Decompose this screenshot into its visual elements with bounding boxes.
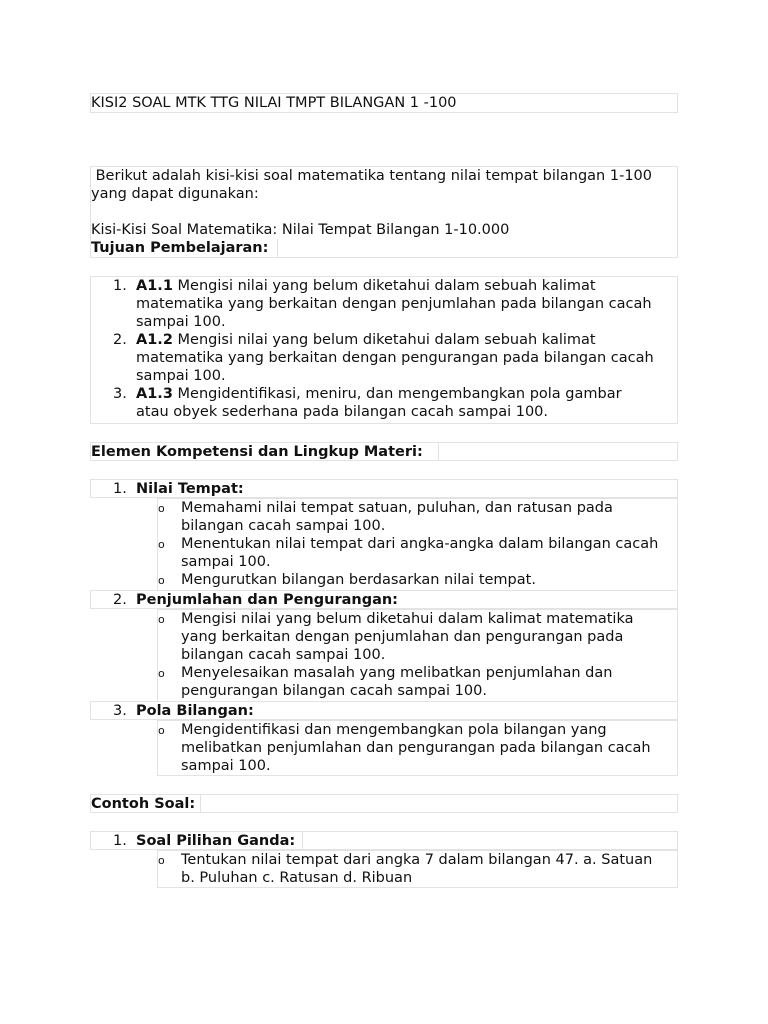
- examples-group-title: 1. Soal Pilihan Ganda:: [90, 831, 678, 850]
- competence-group-bullets: [157, 720, 678, 776]
- examples-heading: Contoh Soal:: [91, 796, 196, 812]
- competence-group-bullets: [157, 609, 678, 702]
- examples-heading-box: [90, 794, 678, 813]
- objectives-list: [90, 276, 678, 424]
- list-item: o Mengurutkan bilangan berdasarkan nilai tempat.: [158, 572, 536, 588]
- competence-heading: Elemen Kompetensi dan Lingkup Materi:: [91, 444, 423, 460]
- objective-code: A1.1: [136, 278, 173, 294]
- intro-subtitle: Kisi-Kisi Soal Matematika: Nilai Tempat Bilangan 1-10.000: [91, 222, 510, 238]
- competence-heading-box: [90, 442, 678, 461]
- intro-line-1: Berikut adalah kisi-kisi soal matematika tentang nilai tempat bilangan 1-100: [91, 168, 652, 184]
- objective-item: 2. A1.2 Mengisi nilai yang belum diketahui dalam sebuah kalimat matematika yang berkaitan dengan pengurangan pada bilangan cacah sampai 100.: [113, 332, 654, 384]
- list-item: o Menentukan nilai tempat dari angka-angka dalam bilangan cacah sampai 100.: [158, 536, 659, 570]
- list-item: o Mengidentifikasi dan mengembangkan pola bilangan yang melibatkan penjumlahan dan pengurangan pada bilangan cacah sampai 100.: [158, 722, 651, 774]
- document-title: KISI2 SOAL MTK TTG NILAI TMPT BILANGAN 1 -100: [91, 95, 457, 111]
- list-item: o Mengisi nilai yang belum diketahui dalam kalimat matematika yang berkaitan dengan penjumlahan dan pengurangan pada bilangan cacah sampai 100.: [158, 611, 634, 663]
- intro-box: [90, 166, 678, 258]
- objective-item: 1. A1.1 Mengisi nilai yang belum diketahui dalam sebuah kalimat matematika yang berkaitan dengan penjumlahan pada bilangan cacah sampai 100.: [113, 278, 652, 330]
- objective-code: A1.3: [136, 386, 173, 402]
- competence-group-title: 1. Nilai Tempat:: [90, 479, 678, 498]
- list-item: o Tentukan nilai tempat dari angka 7 dalam bilangan 47. a. Satuan b. Puluhan c. Ratusan d. Ribuan: [158, 852, 653, 886]
- document-title-box: [90, 93, 678, 113]
- list-item: o Memahami nilai tempat satuan, puluhan, dan ratusan pada bilangan cacah sampai 100.: [158, 500, 613, 534]
- objectives-heading: Tujuan Pembelajaran:: [91, 239, 677, 257]
- list-item: o Menyelesaikan masalah yang melibatkan penjumlahan dan pengurangan bilangan cacah sampai 100.: [158, 665, 613, 699]
- objective-code: A1.2: [136, 332, 173, 348]
- competence-group-title: 3. Pola Bilangan:: [90, 701, 678, 720]
- objective-item: 3. A1.3 Mengidentifikasi, meniru, dan mengembangkan pola gambar atau obyek sederhana pada bilangan cacah sampai 100.: [113, 386, 622, 420]
- examples-group-bullets: [157, 850, 678, 888]
- intro-line-2: yang dapat digunakan:: [91, 186, 259, 202]
- competence-group-title: 2. Penjumlahan dan Pengurangan:: [90, 590, 678, 609]
- competence-group-bullets: [157, 498, 678, 591]
